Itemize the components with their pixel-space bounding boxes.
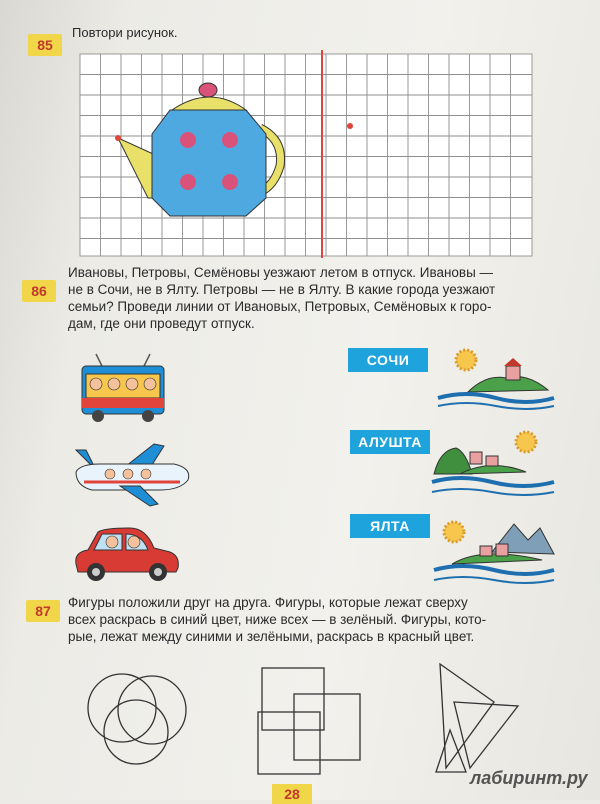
resort-picture-sochi: [436, 344, 556, 412]
task-87-text: [68, 594, 568, 645]
task-86-line: семьи? Проведи линии от Ивановых, Петровых, Семёновых к горо-: [68, 299, 492, 314]
task-87-line: Фигуры положили друг на друга. Фигуры, которые лежат сверху: [68, 595, 468, 610]
page-number: 28: [272, 784, 312, 804]
watermark: лабиринт.ру: [470, 768, 588, 788]
task-86-line: не в Сочи, не в Ялту. Петровы — не в Ялту. В какие города уезжают: [68, 282, 496, 297]
resort-picture-alushta: [430, 428, 556, 498]
task-86-text: [68, 264, 568, 332]
task-85-number: 85: [28, 34, 62, 56]
car-picture: [70, 524, 182, 584]
resort-picture-yalta: [432, 514, 556, 584]
start-point: [347, 123, 353, 129]
task-86-number: 86: [22, 280, 56, 302]
task-86-line: Ивановы, Петровы, Семёновы уезжают летом в отпуск. Ивановы —: [68, 265, 494, 280]
task-85-text: Повтори рисунок.: [72, 25, 178, 40]
task-87-line: всех раскрась в синий цвет, ниже всех — в зелёный. Фигуры, кото-: [68, 612, 487, 627]
airplane-picture: [70, 442, 194, 508]
circles-figure: [80, 664, 200, 768]
task-87-number: 87: [26, 600, 60, 622]
city-label-yalta: ЯЛТА: [350, 514, 430, 538]
teapot-grid-figure: [70, 48, 540, 260]
city-label-alushta: АЛУШТА: [350, 430, 430, 454]
city-label-sochi: СОЧИ: [348, 348, 428, 372]
squares-figure: [250, 664, 370, 778]
task-86-line: дам, где они проведут отпуск.: [68, 316, 255, 331]
tram-picture: [74, 352, 174, 426]
task-87-line: рые, лежат между синими и зелёными, раскрась в красный цвет.: [68, 629, 475, 644]
triangles-figure: [426, 660, 530, 778]
